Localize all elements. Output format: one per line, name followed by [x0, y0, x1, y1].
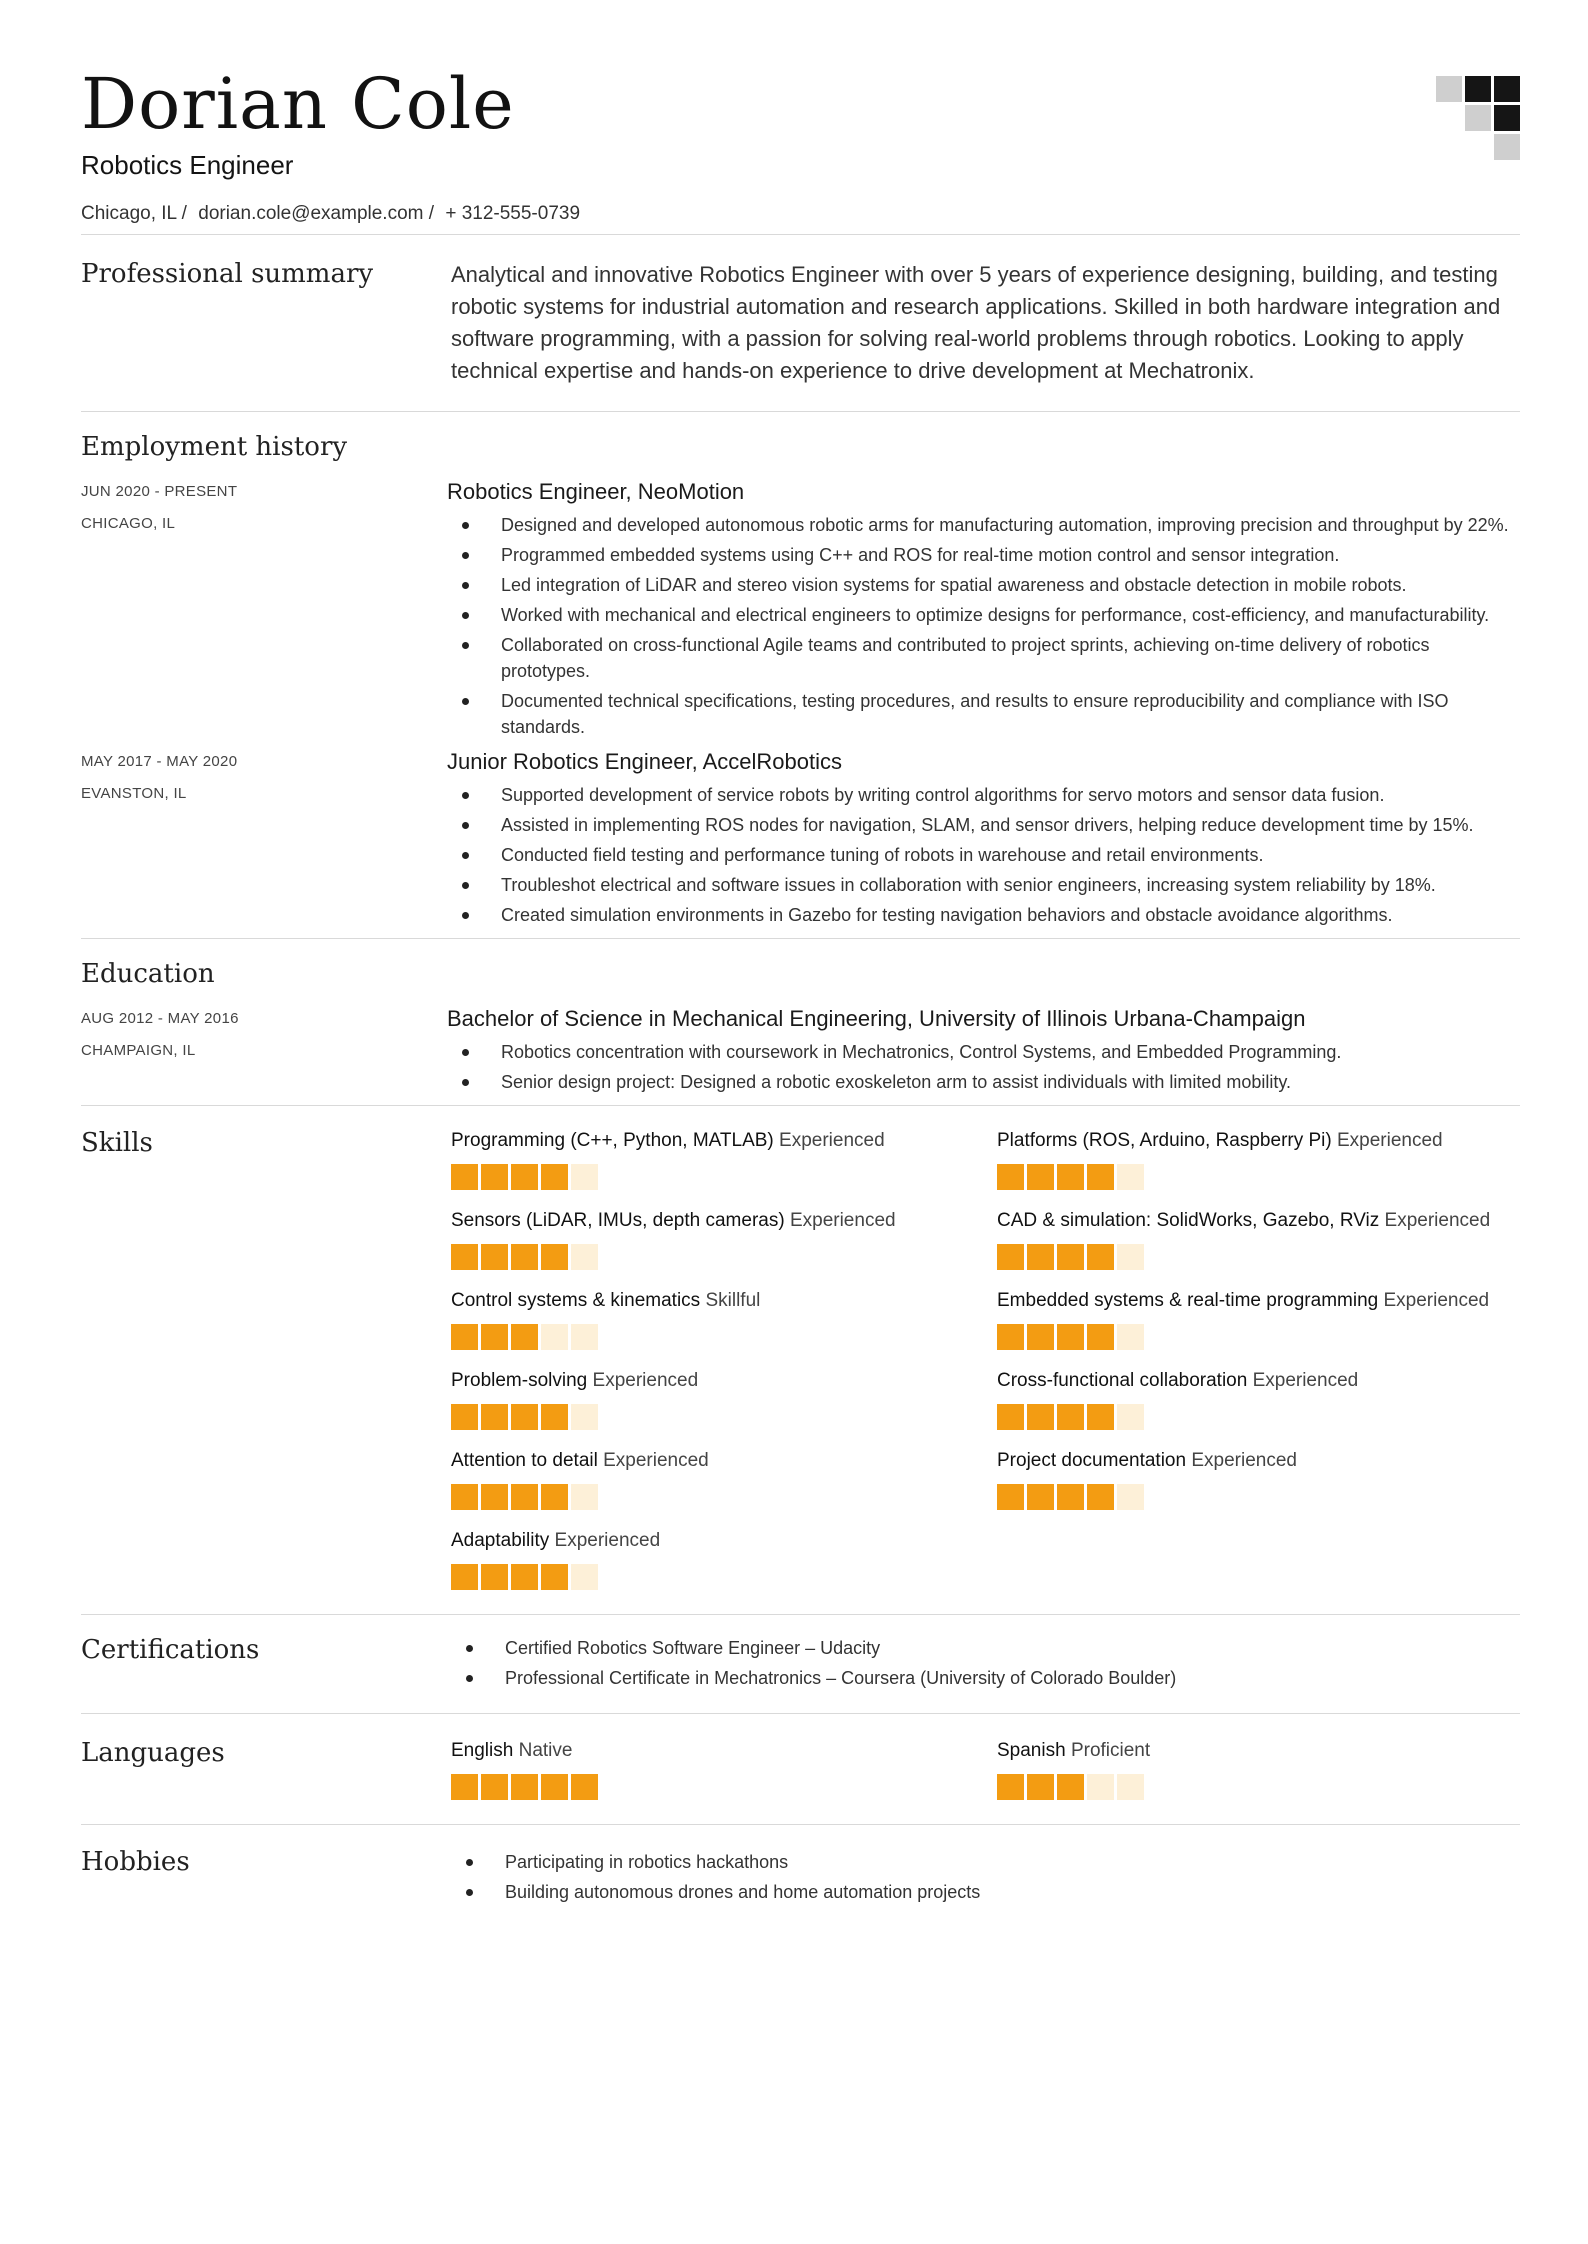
rating-bar	[451, 1564, 997, 1590]
section-title: Skills	[81, 1128, 153, 1158]
certifications-body	[451, 1635, 1520, 1695]
rating-cell-filled	[451, 1164, 478, 1190]
language-item	[451, 1738, 997, 1800]
skill-item-level: Experienced	[789, 1210, 896, 1231]
list-item: Conducted field testing and performance tuning of robots in warehouse and retail environments.	[447, 842, 1520, 868]
education-main	[447, 1003, 1520, 1099]
education-meta	[81, 1003, 447, 1099]
skill-item-label	[997, 1208, 1520, 1234]
skill-item-level: Experienced	[1191, 1450, 1297, 1471]
skill-item-label	[451, 1128, 997, 1154]
list-item: Supported development of service robots by writing control algorithms for servo motors and sensor data fusion.	[447, 782, 1520, 808]
skill-item-name: Platforms (ROS, Arduino, Raspberry Pi)	[997, 1130, 1332, 1151]
rating-cell-empty	[541, 1324, 568, 1350]
skill-item-level: Experienced	[1252, 1370, 1359, 1391]
rating-cell-empty	[571, 1404, 598, 1430]
language-item-level: Proficient	[1070, 1740, 1151, 1761]
skill-item-level: Experienced	[603, 1450, 709, 1471]
skill-item-label	[997, 1128, 1520, 1154]
rating-cell-empty	[571, 1244, 598, 1270]
rating-cell-filled	[481, 1774, 508, 1800]
skill-item-name: CAD & simulation: SolidWorks, Gazebo, RViz	[997, 1210, 1380, 1231]
skill-item	[451, 1448, 997, 1510]
skill-item-label	[997, 1448, 1520, 1474]
language-item	[997, 1738, 1520, 1800]
skill-item	[451, 1128, 997, 1190]
rating-cell-filled	[1057, 1164, 1084, 1190]
skill-item	[997, 1448, 1520, 1510]
rating-cell-filled	[1087, 1404, 1114, 1430]
certifications-section	[81, 1614, 1520, 1713]
rating-cell-filled	[1087, 1484, 1114, 1510]
rating-cell-filled	[511, 1774, 538, 1800]
rating-cell-filled	[997, 1244, 1024, 1270]
skill-item	[997, 1368, 1520, 1430]
rating-cell-filled	[511, 1244, 538, 1270]
list-item: Participating in robotics hackathons	[451, 1849, 1520, 1875]
rating-cell-empty	[1117, 1244, 1144, 1270]
rating-cell-filled	[541, 1774, 568, 1800]
skill-item-label	[451, 1288, 997, 1314]
education-section	[81, 938, 1520, 1105]
job-meta	[81, 476, 447, 744]
candidate-role: Robotics Engineer	[81, 150, 294, 180]
brand-logo-icon	[1436, 76, 1520, 160]
skill-item-level: Skillful	[705, 1290, 761, 1311]
rating-cell-filled	[997, 1484, 1024, 1510]
rating-bar	[451, 1484, 997, 1510]
rating-cell-empty	[1117, 1484, 1144, 1510]
rating-cell-filled	[481, 1324, 508, 1350]
skill-item-level: Experienced	[1383, 1290, 1490, 1311]
rating-bar	[451, 1404, 997, 1430]
skill-item-name: Attention to detail	[451, 1450, 598, 1471]
rating-cell-filled	[1087, 1324, 1114, 1350]
language-item-level: Native	[518, 1740, 573, 1761]
rating-bar	[451, 1244, 997, 1270]
rating-cell-empty	[1117, 1324, 1144, 1350]
skill-item-name: Programming (C++, Python, MATLAB)	[451, 1130, 774, 1151]
rating-cell-filled	[451, 1244, 478, 1270]
skill-item-name: Project documentation	[997, 1450, 1187, 1471]
rating-bar	[997, 1484, 1520, 1510]
skill-item	[997, 1288, 1520, 1350]
rating-cell-filled	[481, 1484, 508, 1510]
hobbies-list	[451, 1849, 1520, 1905]
summary-section	[81, 234, 1520, 411]
rating-cell-filled	[541, 1164, 568, 1190]
rating-cell-filled	[511, 1484, 538, 1510]
skill-item-name: Cross-functional collaboration	[997, 1370, 1248, 1391]
skill-item	[451, 1528, 997, 1590]
rating-cell-filled	[1027, 1484, 1054, 1510]
rating-cell-filled	[997, 1774, 1024, 1800]
rating-cell-filled	[541, 1564, 568, 1590]
job-bullets	[447, 782, 1520, 928]
logo-square	[1494, 76, 1520, 102]
rating-cell-filled	[481, 1164, 508, 1190]
list-item: Building autonomous drones and home automation projects	[451, 1879, 1520, 1905]
language-item-name: Spanish	[997, 1740, 1066, 1761]
rating-cell-filled	[451, 1484, 478, 1510]
languages-grid	[451, 1738, 1520, 1800]
rating-cell-filled	[511, 1324, 538, 1350]
job-title: Junior Robotics Engineer, AccelRobotics	[447, 749, 842, 774]
contact-line	[81, 203, 1520, 225]
job-entry	[81, 476, 1520, 744]
skill-item-name: Adaptability	[451, 1530, 550, 1551]
logo-square	[1494, 134, 1520, 160]
summary-text: Analytical and innovative Robotics Engineer with over 5 years of experience designing, building, and testing robotic systems for industrial automation and research applications. Skilled in both hardware integration and software programming, with a passion for solving real-world problems through robotics. Looking to apply technical expertise and hands-on experience to drive development at Mechatronix.	[451, 262, 1501, 383]
job-location: EVANSTON, IL	[81, 785, 187, 802]
job-location: CHICAGO, IL	[81, 515, 176, 532]
rating-bar	[451, 1324, 997, 1350]
rating-cell-filled	[1057, 1774, 1084, 1800]
job-main	[447, 476, 1520, 744]
rating-cell-filled	[1057, 1484, 1084, 1510]
skill-item-label	[451, 1368, 997, 1394]
job-meta	[81, 746, 447, 932]
language-item-label	[997, 1738, 1520, 1764]
rating-bar	[997, 1404, 1520, 1430]
degree-title: Bachelor of Science in Mechanical Engineering, University of Illinois Urbana-Champaign	[447, 1006, 1306, 1031]
list-item: Robotics concentration with coursework in Mechatronics, Control Systems, and Embedded Programming.	[447, 1039, 1520, 1065]
rating-cell-filled	[571, 1774, 598, 1800]
candidate-name: Dorian Cole	[81, 63, 515, 145]
rating-cell-filled	[541, 1484, 568, 1510]
skill-item-label	[451, 1448, 997, 1474]
rating-cell-filled	[1057, 1404, 1084, 1430]
section-title: Certifications	[81, 1635, 260, 1665]
rating-cell-filled	[511, 1404, 538, 1430]
skills-section	[81, 1105, 1520, 1614]
skill-item-name: Embedded systems & real-time programming	[997, 1290, 1379, 1311]
skill-item	[451, 1368, 997, 1430]
rating-cell-empty	[1087, 1774, 1114, 1800]
skill-item-label	[997, 1368, 1520, 1394]
education-bullets	[447, 1039, 1520, 1095]
certifications-list	[451, 1635, 1520, 1691]
skill-item	[451, 1288, 997, 1350]
rating-bar	[451, 1774, 997, 1800]
skill-item-level: Experienced	[779, 1130, 885, 1151]
hobbies-body	[451, 1847, 1520, 1909]
rating-bar	[997, 1164, 1520, 1190]
logo-square	[1436, 76, 1462, 102]
rating-cell-filled	[481, 1564, 508, 1590]
logo-square	[1465, 105, 1491, 131]
rating-bar	[451, 1164, 997, 1190]
rating-cell-filled	[451, 1774, 478, 1800]
skill-item	[997, 1128, 1520, 1190]
skill-item-level: Experienced	[554, 1530, 661, 1551]
rating-cell-empty	[571, 1164, 598, 1190]
rating-bar	[997, 1324, 1520, 1350]
rating-cell-empty	[571, 1564, 598, 1590]
hobbies-section	[81, 1824, 1520, 1927]
skill-item-level: Experienced	[1337, 1130, 1443, 1151]
contact-phone[interactable]: + 312-555-0739	[445, 203, 581, 224]
rating-bar	[997, 1244, 1520, 1270]
job-entry	[81, 746, 1520, 932]
rating-cell-filled	[511, 1164, 538, 1190]
rating-cell-filled	[1027, 1244, 1054, 1270]
rating-cell-filled	[481, 1404, 508, 1430]
language-item-name: English	[451, 1740, 514, 1761]
rating-cell-empty	[571, 1324, 598, 1350]
skill-item-label	[451, 1208, 997, 1234]
education-dates: AUG 2012 - MAY 2016	[81, 1010, 239, 1027]
list-item: Documented technical specifications, testing procedures, and results to ensure reproducibility and compliance with ISO standards.	[447, 688, 1520, 740]
list-item: Senior design project: Designed a robotic exoskeleton arm to assist individuals with limited mobility.	[447, 1069, 1520, 1095]
skill-item-name: Sensors (LiDAR, IMUs, depth cameras)	[451, 1210, 785, 1231]
rating-cell-filled	[1057, 1244, 1084, 1270]
skill-item-label	[451, 1528, 997, 1554]
list-item: Certified Robotics Software Engineer – Udacity	[451, 1635, 1520, 1661]
rating-cell-filled	[1027, 1164, 1054, 1190]
list-item: Troubleshot electrical and software issues in collaboration with senior engineers, increasing system reliability by 18%.	[447, 872, 1520, 898]
section-title: Languages	[81, 1738, 225, 1768]
rating-cell-filled	[997, 1164, 1024, 1190]
rating-cell-filled	[1027, 1774, 1054, 1800]
logo-square	[1465, 76, 1491, 102]
list-item: Collaborated on cross-functional Agile teams and contributed to project sprints, achieving on-time delivery of robotics prototypes.	[447, 632, 1520, 684]
rating-cell-filled	[997, 1324, 1024, 1350]
skill-item-level: Experienced	[592, 1370, 699, 1391]
rating-cell-filled	[451, 1564, 478, 1590]
rating-cell-filled	[997, 1404, 1024, 1430]
contact-email[interactable]: dorian.cole@example.com /	[198, 203, 435, 224]
rating-cell-filled	[1087, 1164, 1114, 1190]
list-item: Professional Certificate in Mechatronics – Coursera (University of Colorado Boulder)	[451, 1665, 1520, 1691]
job-bullets	[447, 512, 1520, 740]
rating-cell-empty	[571, 1484, 598, 1510]
rating-cell-filled	[511, 1564, 538, 1590]
rating-cell-filled	[481, 1244, 508, 1270]
skill-item	[451, 1208, 997, 1270]
rating-cell-filled	[1057, 1324, 1084, 1350]
skills-grid	[451, 1128, 1520, 1590]
education-entry	[81, 1003, 1520, 1099]
section-title: Professional summary	[81, 259, 374, 289]
rating-cell-filled	[1087, 1244, 1114, 1270]
rating-cell-empty	[1117, 1164, 1144, 1190]
list-item: Assisted in implementing ROS nodes for navigation, SLAM, and sensor drivers, helping reduce development time by 15%.	[447, 812, 1520, 838]
skill-item	[997, 1208, 1520, 1270]
section-title: Education	[81, 959, 215, 989]
rating-bar	[997, 1774, 1520, 1800]
skill-item-name: Control systems & kinematics	[451, 1290, 701, 1311]
section-title: Hobbies	[81, 1847, 190, 1877]
skill-item-label	[997, 1288, 1520, 1314]
rating-cell-filled	[451, 1324, 478, 1350]
rating-cell-filled	[541, 1244, 568, 1270]
languages-section	[81, 1713, 1520, 1824]
skill-item-level: Experienced	[1384, 1210, 1491, 1231]
education-location: CHAMPAIGN, IL	[81, 1042, 196, 1059]
list-item: Created simulation environments in Gazebo for testing navigation behaviors and obstacle avoidance algorithms.	[447, 902, 1520, 928]
rating-cell-filled	[1027, 1324, 1054, 1350]
language-item-label	[451, 1738, 997, 1764]
rating-cell-filled	[451, 1404, 478, 1430]
job-title: Robotics Engineer, NeoMotion	[447, 479, 745, 504]
job-dates: JUN 2020 - PRESENT	[81, 483, 238, 500]
list-item: Led integration of LiDAR and stereo vision systems for spatial awareness and obstacle detection in mobile robots.	[447, 572, 1520, 598]
list-item: Programmed embedded systems using C++ and ROS for real-time motion control and sensor integration.	[447, 542, 1520, 568]
contact-location: Chicago, IL /	[81, 203, 187, 224]
skill-item-name: Problem-solving	[451, 1370, 588, 1391]
job-dates: MAY 2017 - MAY 2020	[81, 753, 238, 770]
job-main	[447, 746, 1520, 932]
rating-cell-empty	[1117, 1774, 1144, 1800]
resume-header	[81, 64, 1520, 234]
employment-section	[81, 411, 1520, 938]
section-title: Employment history	[81, 432, 348, 462]
list-item: Designed and developed autonomous robotic arms for manufacturing automation, improving precision and throughput by 22%.	[447, 512, 1520, 538]
rating-cell-filled	[1027, 1404, 1054, 1430]
list-item: Worked with mechanical and electrical engineers to optimize designs for performance, cost-efficiency, and manufacturability.	[447, 602, 1520, 628]
rating-cell-filled	[541, 1404, 568, 1430]
logo-square	[1494, 105, 1520, 131]
rating-cell-empty	[1117, 1404, 1144, 1430]
